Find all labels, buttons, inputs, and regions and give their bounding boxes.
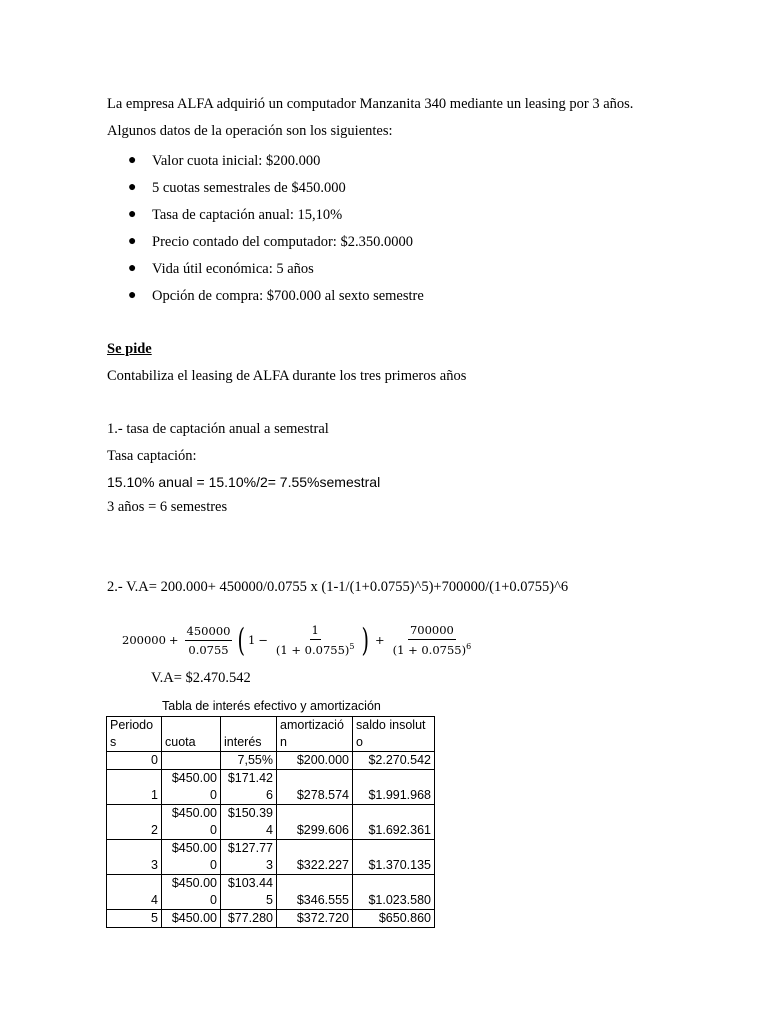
se-pide-heading: Se pide <box>107 341 152 357</box>
step1-label: Tasa captación: <box>107 448 197 464</box>
step1-title: 1.- tasa de captación anual a semestral <box>107 421 329 437</box>
column-header: amortización <box>277 717 353 752</box>
intro-line-1: La empresa ALFA adquirió un computador Manzanita 340 mediante un leasing por 3 años. <box>107 96 634 112</box>
table-row: 4 $450.000 $103.445 $346.555 $1.023.580 <box>107 875 435 910</box>
fraction: $\frac{700000}{(1 + 0.0755)^6}$ <box>392 623 472 657</box>
step1-calc: 15.10% anual = 15.10%/2= 7.55%semestral <box>107 474 381 490</box>
column-header: Periodos <box>107 717 162 752</box>
se-pide-text: Contabiliza el leasing de ALFA durante los tres primeros años <box>107 368 467 384</box>
table-caption: Tabla de interés efectivo y amortización <box>162 699 381 713</box>
column-header: interés <box>221 717 277 752</box>
present-value-formula: 200000 + $\frac{450000}{0.0755}$ ( 1 − $\frac{1}{(1 + 0.0755)^5}$ ) + $\frac{700000}{(1 + 0.0755)^6}$ <box>122 621 472 659</box>
column-header: saldo insoluto <box>353 717 435 752</box>
column-header: cuota <box>162 717 221 752</box>
list-item: ● Tasa de captación anual: 15,10% <box>128 207 343 223</box>
step2-title: 2.- V.A= 200.000+ 450000/0.0755 x (1-1/(1+0.0755)^5)+700000/(1+0.0755)^6 <box>107 579 569 595</box>
table-row: 1 $450.000 $171.426 $278.574 $1.991.968 <box>107 770 435 805</box>
list-item: ● Valor cuota inicial: $200.000 <box>128 153 321 169</box>
fraction: $\frac{1}{(1 + 0.0755)^5}$ <box>275 623 355 657</box>
fraction: $\frac{450000}{0.0755}$ <box>186 623 231 657</box>
bullet-icon: ● <box>128 180 137 195</box>
bullet-icon: ● <box>128 261 137 276</box>
table-row: 0 7,55% $200.000 $2.270.542 <box>107 752 435 770</box>
data-list <box>128 151 424 313</box>
list-item: ● Vida útil económica: 5 años <box>128 261 314 277</box>
bullet-icon: ● <box>128 234 137 249</box>
table-header-row <box>107 717 435 752</box>
list-item: ● Precio contado del computador: $2.350.0000 <box>128 234 413 250</box>
table-row: 5 $450.00 $77.280 $372.720 $650.860 <box>107 910 435 928</box>
intro-line-2: Algunos datos de la operación son los siguientes: <box>107 123 393 139</box>
present-value-result: V.A= $2.470.542 <box>151 670 251 686</box>
table-row: 3 $450.000 $127.773 $322.227 $1.370.135 <box>107 840 435 875</box>
step1-periods: 3 años = 6 semestres <box>107 499 228 515</box>
table-row: 2 $450.000 $150.394 $299.606 $1.692.361 <box>107 805 435 840</box>
bullet-icon: ● <box>128 207 137 222</box>
bullet-icon: ● <box>128 288 137 303</box>
bullet-icon: ● <box>128 153 137 168</box>
list-item: ● Opción de compra: $700.000 al sexto semestre <box>128 288 424 304</box>
amortization-table <box>106 716 435 928</box>
list-item: ● 5 cuotas semestrales de $450.000 <box>128 180 346 196</box>
